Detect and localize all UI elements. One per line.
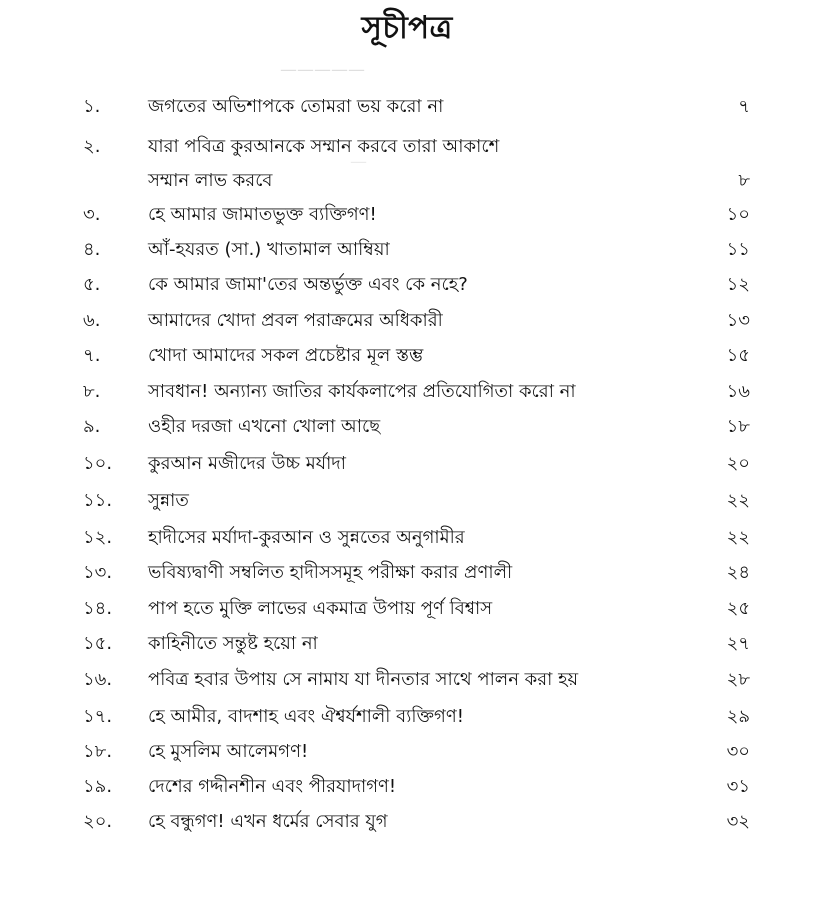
toc-entry-number: ১৪. xyxy=(83,598,113,619)
toc-entry-title: কে আমার জামা'তের অন্তর্ভুক্ত এবং কে নহে? xyxy=(148,274,468,295)
toc-entry-title: সাবধান! অন্যান্য জাতির কার্যকলাপের প্রতিযোগিতা করো না xyxy=(148,381,576,402)
page-title: সূচীপত্র xyxy=(361,10,453,46)
toc-entry-number: ১১. xyxy=(83,490,113,511)
toc-entry-title: দেশের গদ্দীনশীন এবং পীরযাদাগণ! xyxy=(148,776,397,797)
toc-entry-page: ১৩ xyxy=(726,310,750,331)
toc-entry xyxy=(0,235,814,271)
toc-entry xyxy=(0,558,814,594)
toc-entry-title: পাপ হতে মুক্তি লাভের একমাত্র উপায় পূর্ণ বিশ্বাস xyxy=(148,598,493,619)
toc-entry-page: ১২ xyxy=(726,274,750,295)
toc-entry-title: ভবিষ্যদ্বাণী সম্বলিত হাদীসসমূহ পরীক্ষা করার প্রণালী xyxy=(148,562,513,583)
toc-entry-number: ১৯. xyxy=(83,776,113,797)
toc-entry-page: ১০ xyxy=(726,204,750,225)
toc-entry xyxy=(0,270,814,306)
toc-entry xyxy=(0,665,814,701)
toc-entry-number: ৬. xyxy=(83,310,101,331)
toc-entry xyxy=(0,737,814,773)
toc-entry-page: ২৮ xyxy=(726,669,750,690)
toc-entry-number: ২০. xyxy=(83,811,113,832)
toc-entry-title: কুরআন মজীদের উচ্চ মর্যাদা xyxy=(148,453,346,474)
toc-entry xyxy=(0,594,814,630)
toc-entry-page: ২২ xyxy=(726,527,750,548)
toc-entry-page: ২৫ xyxy=(726,598,750,619)
toc-entry xyxy=(0,523,814,559)
toc-entry-title: হে বন্ধুগণ! এখন ধর্মের সেবার যুগ xyxy=(148,811,388,832)
bleed-through-text: ————— xyxy=(280,60,365,80)
toc-entry xyxy=(0,772,814,808)
toc-entry-title: খোদা আমাদের সকল প্রচেষ্টার মূল স্তম্ভ xyxy=(148,345,424,366)
toc-entry-title: ওহীর দরজা এখনো খোলা আছে xyxy=(148,416,381,437)
toc-entry-title: আঁ-হযরত (সা.) খাতামাল আম্বিয়া xyxy=(148,239,390,260)
toc-entry xyxy=(0,200,814,236)
toc-entry-title: হে আমীর, বাদশাহ এবং ঐশ্বর্যশালী ব্যক্তিগণ! xyxy=(148,706,464,727)
toc-entry-page: ১১ xyxy=(726,239,750,260)
toc-entry-page: ১৫ xyxy=(726,345,750,366)
toc-entry-number: ১৩. xyxy=(83,562,113,583)
toc-entry xyxy=(0,486,814,522)
toc-entry-title: হে মুসলিম আলেমগণ! xyxy=(148,741,309,762)
toc-entry-page: ২৪ xyxy=(726,562,750,583)
toc-entry-number: ৩. xyxy=(83,204,101,225)
toc-entry-page: ৩১ xyxy=(726,776,750,797)
toc-entry xyxy=(0,412,814,448)
toc-entry-title: হে আমার জামাতভুক্ত ব্যক্তিগণ! xyxy=(148,204,377,225)
toc-entry-number: ১. xyxy=(83,96,101,117)
toc-entry xyxy=(0,449,814,485)
toc-entry-page: ২২ xyxy=(726,490,750,511)
toc-entry xyxy=(0,377,814,413)
toc-entry xyxy=(0,629,814,665)
toc-entry-title: যারা পবিত্র কুরআনকে সম্মান করবে তারা আকাশে xyxy=(148,136,500,157)
toc-entry-title: পবিত্র হবার উপায় সে নামায যা দীনতার সাথে পালন করা হয় xyxy=(148,669,579,690)
toc-entry-page: ৮ xyxy=(738,170,750,191)
toc-entry-number: ৪. xyxy=(83,239,101,260)
toc-entry-page: ২৭ xyxy=(726,633,750,654)
bleed-through-text: — xyxy=(350,152,367,172)
toc-entry-title-continuation: সম্মান লাভ করবে xyxy=(148,170,273,191)
toc-entry xyxy=(0,306,814,342)
toc-entry xyxy=(0,702,814,738)
toc-entry xyxy=(0,341,814,377)
toc-entry-number: ২. xyxy=(83,136,101,157)
toc-entry-title: জগতের অভিশাপকে তোমরা ভয় করো না xyxy=(148,96,444,117)
toc-entry xyxy=(0,132,814,202)
toc-entry-number: ৭. xyxy=(83,345,101,366)
toc-entry-number: ৯. xyxy=(83,416,101,437)
toc-entry-page: ৩২ xyxy=(726,811,750,832)
toc-entry-number: ৮. xyxy=(83,381,101,402)
toc-entry-page: ১৮ xyxy=(726,416,750,437)
toc-entry xyxy=(0,92,814,128)
toc-entry-page: ৭ xyxy=(738,96,750,117)
toc-entry-number: ১৮. xyxy=(83,741,113,762)
toc-entry-page: ২৯ xyxy=(726,706,750,727)
toc-entry-page: ১৬ xyxy=(726,381,750,402)
toc-entry-title: সুন্নাত xyxy=(148,490,189,511)
toc-entry xyxy=(0,807,814,843)
toc-entry-page: ৩০ xyxy=(726,741,750,762)
toc-entry-title: কাহিনীতে সন্তুষ্ট হয়ো না xyxy=(148,633,318,654)
toc-entry-number: ১৭. xyxy=(83,706,113,727)
toc-entry-number: ১২. xyxy=(83,527,113,548)
toc-entry-page: ২০ xyxy=(726,453,750,474)
toc-entry-title: হাদীসের মর্যাদা-কুরআন ও সুন্নতের অনুগামীর xyxy=(148,527,465,548)
toc-entry-number: ১৫. xyxy=(83,633,113,654)
toc-entry-number: ১০. xyxy=(83,453,113,474)
toc-entry-number: ১৬. xyxy=(83,669,113,690)
toc-entry-title: আমাদের খোদা প্রবল পরাক্রমের অধিকারী xyxy=(148,310,443,331)
toc-entry-number: ৫. xyxy=(83,274,101,295)
